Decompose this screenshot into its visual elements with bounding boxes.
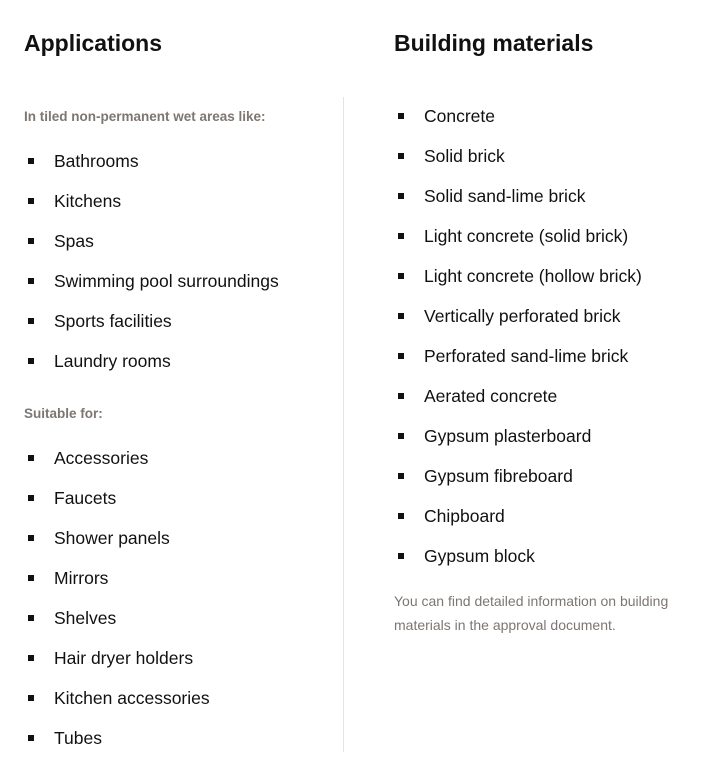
list-item-label: Gypsum block <box>424 546 535 566</box>
list-item-label: Kitchen accessories <box>54 688 210 708</box>
list-item-label: Bathrooms <box>54 151 139 171</box>
list-item-label: Spas <box>54 231 94 251</box>
wet-area-item <box>24 230 279 270</box>
material-item <box>394 425 642 465</box>
wet-area-item <box>24 270 279 310</box>
material-item <box>394 385 642 425</box>
wet-area-item <box>24 310 279 350</box>
material-item <box>394 305 642 345</box>
suitable-item <box>24 607 210 647</box>
wet-area-item <box>24 190 279 230</box>
material-item <box>394 185 642 225</box>
list-item-label: Gypsum fibreboard <box>424 466 573 486</box>
suitable-item <box>24 647 210 687</box>
list-item-label: Chipboard <box>424 506 505 526</box>
material-item <box>394 265 642 305</box>
list-item-label: Solid brick <box>424 146 505 166</box>
approval-note: You can find detailed information on building materials in the approval document. <box>394 593 669 633</box>
wet-area-item <box>24 150 279 190</box>
material-item <box>394 145 642 185</box>
list-item-label: Sports facilities <box>54 311 172 331</box>
bullet-icon <box>398 513 404 519</box>
material-item <box>394 465 642 505</box>
suitable-item <box>24 487 210 527</box>
list-item-label: Solid sand-lime brick <box>424 186 586 206</box>
list-item-label: Light concrete (solid brick) <box>424 226 629 246</box>
suitable-for-list <box>24 447 210 767</box>
bullet-icon <box>398 233 404 239</box>
bullet-icon <box>398 393 404 399</box>
wet-areas-label: In tiled non-permanent wet areas like: <box>24 109 266 124</box>
bullet-icon <box>398 113 404 119</box>
building-materials-heading: Building materials <box>394 30 594 56</box>
list-item-label: Laundry rooms <box>54 351 171 371</box>
bullet-icon <box>28 735 34 741</box>
list-item-label: Perforated sand-lime brick <box>424 346 629 366</box>
applications-heading: Applications <box>24 30 163 56</box>
bullet-icon <box>28 655 34 661</box>
list-item-label: Accessories <box>54 448 149 468</box>
bullet-icon <box>398 353 404 359</box>
list-item-label: Shower panels <box>54 528 170 548</box>
material-item <box>394 505 642 545</box>
bullet-icon <box>28 238 34 244</box>
bullet-icon <box>28 158 34 164</box>
list-item-label: Vertically perforated brick <box>424 306 621 326</box>
bullet-icon <box>28 358 34 364</box>
list-item-label: Gypsum plasterboard <box>424 426 592 446</box>
list-item-label: Shelves <box>54 608 117 628</box>
bullet-icon <box>28 318 34 324</box>
bullet-icon <box>28 695 34 701</box>
bullet-icon <box>28 455 34 461</box>
wet-areas-list <box>24 150 279 390</box>
list-item-label: Tubes <box>54 728 102 748</box>
list-item-label: Swimming pool surroundings <box>54 271 279 291</box>
list-item-label: Light concrete (hollow brick) <box>424 266 642 286</box>
bullet-icon <box>28 535 34 541</box>
material-item <box>394 545 642 585</box>
bullet-icon <box>28 615 34 621</box>
bullet-icon <box>28 495 34 501</box>
bullet-icon <box>398 153 404 159</box>
bullet-icon <box>28 278 34 284</box>
building-materials-list <box>394 105 642 585</box>
list-item-label: Kitchens <box>54 191 122 211</box>
list-item-label: Hair dryer holders <box>54 648 194 668</box>
suitable-item <box>24 687 210 727</box>
list-item-label: Faucets <box>54 488 117 508</box>
list-item-label: Concrete <box>424 106 496 126</box>
bullet-icon <box>398 553 404 559</box>
material-item <box>394 345 642 385</box>
material-item <box>394 225 642 265</box>
suitable-item <box>24 567 210 607</box>
column-divider <box>343 97 344 752</box>
bullet-icon <box>28 198 34 204</box>
suitable-item <box>24 727 210 767</box>
suitable-item <box>24 527 210 567</box>
bullet-icon <box>398 433 404 439</box>
suitable-for-label: Suitable for: <box>24 406 103 421</box>
list-item-label: Aerated concrete <box>424 386 558 406</box>
bullet-icon <box>398 313 404 319</box>
wet-area-item <box>24 350 279 390</box>
bullet-icon <box>398 273 404 279</box>
bullet-icon <box>398 473 404 479</box>
bullet-icon <box>398 193 404 199</box>
material-item <box>394 105 642 145</box>
suitable-item <box>24 447 210 487</box>
list-item-label: Mirrors <box>54 568 109 588</box>
bullet-icon <box>28 575 34 581</box>
